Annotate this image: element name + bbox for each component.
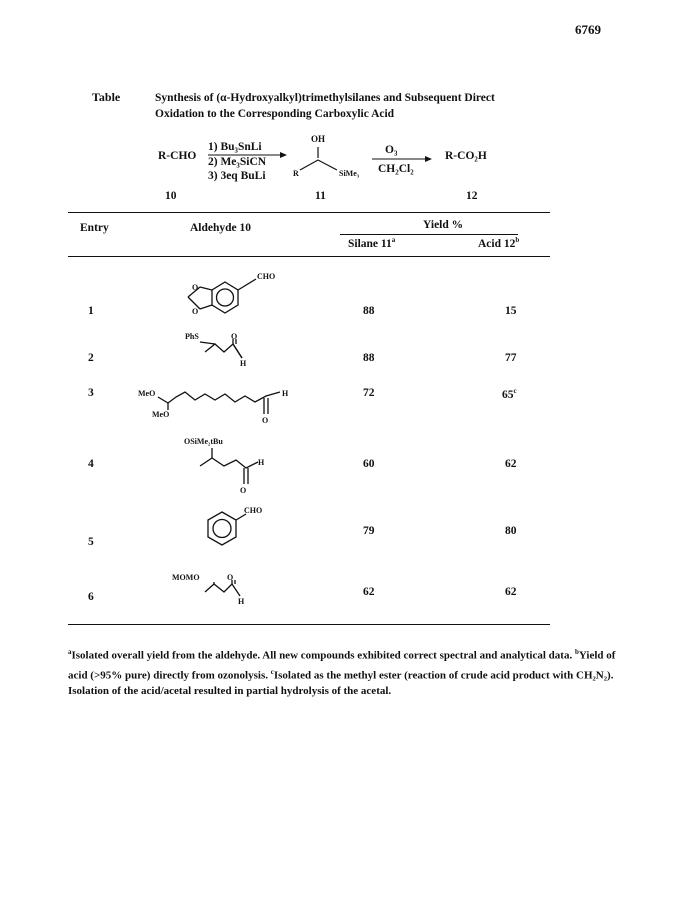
footnote-b: Yield of acid (>95% pure) directly from ozonolysis. (68, 649, 616, 682)
page-number: 6769 (575, 22, 601, 37)
s2-h-label: H (240, 359, 247, 368)
row-4-acid: 62 (505, 458, 517, 470)
scheme-oh-label: OH (311, 134, 326, 144)
s4-structure (200, 448, 258, 484)
s1-cho-label: CHO (257, 272, 276, 281)
scheme-r-label: R (293, 169, 299, 178)
row-1-silane: 88 (363, 305, 375, 317)
s3-meo-label-2: MeO (152, 410, 170, 419)
footnote-c-mark: c (270, 667, 274, 676)
s1-structure (188, 279, 256, 313)
scheme-reagent-3: 3) 3eq BuLi (208, 170, 266, 182)
row-2-acid: 77 (505, 352, 517, 364)
s1-o-label-2: O (192, 307, 199, 316)
s3-o-label: O (262, 416, 269, 425)
row-5-entry: 5 (88, 536, 94, 548)
row-4-silane: 60 (363, 458, 375, 470)
row-2-silane: 88 (363, 352, 375, 364)
row-2-entry: 2 (88, 352, 94, 364)
scheme-product: R-CO₂H (445, 150, 487, 162)
header-yield: Yield % (423, 219, 464, 231)
header-acid-text: Acid 12 (478, 237, 516, 250)
row-3-silane: 72 (363, 387, 375, 399)
row-1-entry: 1 (88, 305, 94, 317)
s3-meo-label-1: MeO (138, 389, 156, 398)
table-footnotes (68, 644, 628, 699)
row-5-silane: 79 (363, 525, 375, 537)
scheme-sime3-label: SiMe₃ (339, 169, 360, 178)
row-4-entry: 4 (88, 458, 94, 470)
s6-h-label: H (238, 597, 245, 606)
footnote-a: Isolated overall yield from the aldehyde. All new compounds exhibited correct spectral and analytical data. (71, 649, 573, 662)
s3-h-label: H (282, 389, 289, 398)
scheme-solvent: CH₂Cl₂ (378, 163, 414, 175)
s6-structure (205, 580, 240, 596)
table-label: Table (92, 90, 121, 104)
footnote-b-mark: b (574, 648, 579, 656)
s4-h-label: H (258, 458, 265, 467)
row-3-acid-value: 65 (502, 388, 514, 401)
s4-o-label: O (240, 486, 247, 495)
scheme-intermediate-number: 11 (315, 190, 326, 202)
row-6-silane: 62 (363, 586, 375, 598)
row-5-acid: 80 (505, 525, 517, 537)
scheme-reactant-number: 10 (165, 190, 177, 202)
s3-structure (158, 392, 280, 414)
s2-structure (200, 339, 242, 358)
header-acid-sup: b (515, 236, 520, 244)
s2-o-label: O (231, 332, 238, 341)
s1-o-label-1: O (192, 283, 199, 292)
scheme-reactant: R-CHO (158, 150, 197, 162)
scheme-reagent-1: 1) Bu₃SnLi (208, 141, 262, 153)
s6-o-label: O (227, 573, 234, 582)
scheme-oxidant: O₃ (385, 144, 398, 156)
footnote-c: Isolated as the methyl ester (reaction of crude acid product with CH₂N₂). Isolation of the acid/acetal resulted in partial hydrolysis of the acetal. (68, 669, 614, 698)
header-entry: Entry (80, 222, 109, 234)
s5-structure (208, 512, 246, 545)
row-3-entry: 3 (88, 387, 94, 399)
header-aldehyde: Aldehyde 10 (190, 222, 252, 234)
header-silane-text: Silane 11 (348, 237, 392, 250)
s2-phs-label: PhS (185, 332, 199, 341)
s4-otbs-label: OSiMe₂tBu (184, 437, 223, 446)
s5-cho-label: CHO (244, 506, 263, 515)
row-1-acid: 15 (505, 305, 517, 317)
scheme-product-number: 12 (466, 190, 478, 202)
row-6-entry: 6 (88, 591, 94, 603)
scheme-reagent-2: 2) Me₃SiCN (208, 156, 267, 168)
footnote-a-mark: a (68, 648, 72, 656)
table-title-line-1: Synthesis of (α-Hydroxyalkyl)trimethylsilanes and Subsequent Direct (155, 92, 495, 104)
table-title-line-2: Oxidation to the Corresponding Carboxylic Acid (155, 108, 395, 120)
row-3-acid-sup: c (513, 387, 517, 395)
row-6-acid: 62 (505, 586, 517, 598)
header-silane-sup: a (391, 236, 396, 244)
s6-momo-label: MOMO (172, 573, 200, 582)
